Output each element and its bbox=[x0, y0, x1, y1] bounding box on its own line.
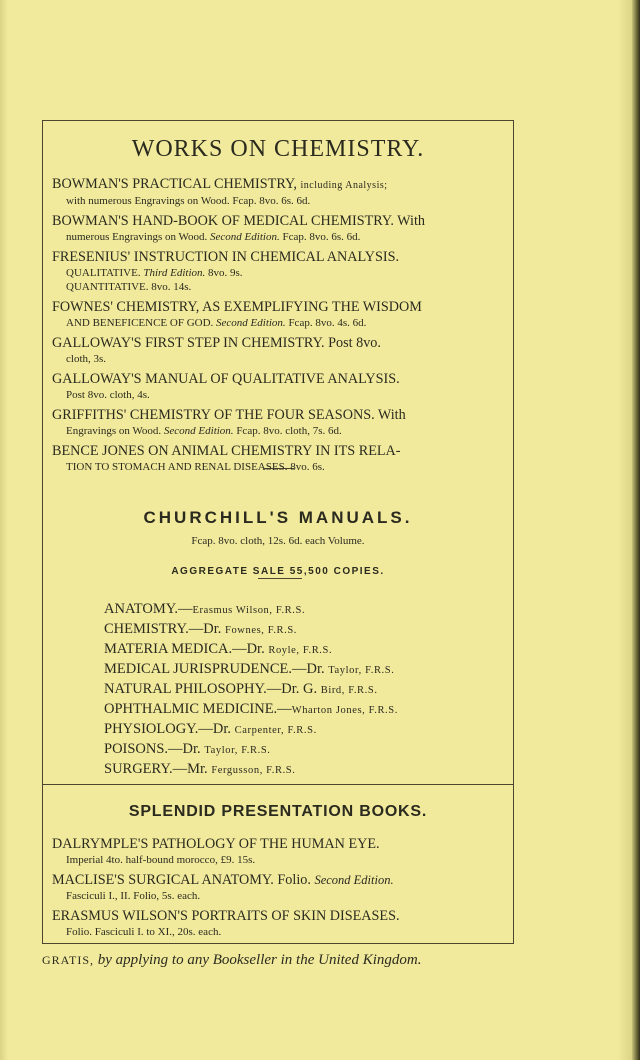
manuals-heading: CHURCHILL'S MANUALS. bbox=[143, 508, 413, 527]
manual-author: Royle, F.R.S. bbox=[268, 645, 333, 656]
entry-detail: Engravings on Wood. bbox=[66, 425, 162, 437]
entry-heading: GALLOWAY'S FIRST STEP IN CHEMISTRY. Post 8vo. bbox=[52, 335, 381, 351]
manual-author: Taylor, F.R.S. bbox=[204, 745, 271, 756]
manuals-subheading: Fcap. 8vo. cloth, 12s. 6d. each Volume. bbox=[191, 535, 365, 547]
manual-author: Bird, F.R.S. bbox=[320, 685, 378, 696]
entry-heading: BENCE JONES ON ANIMAL CHEMISTRY IN ITS RELA- bbox=[52, 443, 401, 459]
footer-text: by applying to any Bookseller in the United Kingdom. bbox=[97, 952, 422, 968]
list-item bbox=[52, 249, 507, 294]
entry-detail: Fasciculi I., II. Folio, 5s. each. bbox=[66, 890, 201, 902]
book-spine bbox=[632, 0, 640, 1060]
manual-subject: POISONS.—Dr. bbox=[104, 741, 205, 757]
list-item bbox=[52, 213, 507, 244]
entry-edition: Second Edition. bbox=[216, 317, 286, 329]
section-divider bbox=[42, 784, 514, 785]
list-item bbox=[104, 760, 504, 780]
entry-price: Fcap. 8vo. cloth, 7s. 6d. bbox=[236, 425, 342, 437]
manual-author: Wharton Jones, F.R.S. bbox=[291, 705, 398, 716]
manual-author: Taylor, F.R.S. bbox=[328, 665, 395, 676]
list-item bbox=[52, 407, 507, 438]
entry-heading: ERASMUS WILSON'S PORTRAITS OF SKIN DISEASES. bbox=[52, 908, 400, 924]
page-title: WORKS ON CHEMISTRY. bbox=[131, 136, 425, 162]
list-item bbox=[52, 176, 507, 208]
entry-price: 8vo. 9s. bbox=[208, 267, 243, 279]
manual-subject: MEDICAL JURISPRUDENCE.—Dr. bbox=[104, 661, 329, 677]
entry-edition: Second Edition. bbox=[210, 231, 280, 243]
list-item bbox=[104, 600, 504, 620]
entry-detail: Folio. Fasciculi I. to XI., 20s. each. bbox=[66, 926, 222, 938]
entry-detail: QUALITATIVE. bbox=[66, 267, 141, 279]
manual-subject: ANATOMY.— bbox=[104, 601, 193, 617]
list-item bbox=[104, 620, 504, 640]
list-item bbox=[52, 371, 507, 402]
entry-heading: GALLOWAY'S MANUAL OF QUALITATIVE ANALYSIS. bbox=[52, 371, 400, 387]
manuals-list bbox=[104, 600, 504, 780]
entry-price: Fcap. 8vo. 4s. 6d. bbox=[288, 317, 367, 329]
entry-detail: with numerous Engravings on Wood. Fcap. 8vo. 6s. 6d. bbox=[66, 195, 311, 207]
manual-author: Carpenter, F.R.S. bbox=[234, 725, 317, 736]
entry-edition: Second Edition. bbox=[314, 873, 394, 887]
entry-heading: FRESENIUS' INSTRUCTION IN CHEMICAL ANALYSIS. bbox=[52, 249, 400, 265]
list-item bbox=[104, 660, 504, 680]
entry-detail: cloth, 3s. bbox=[66, 353, 107, 365]
list-item bbox=[52, 908, 507, 939]
entry-heading: BOWMAN'S PRACTICAL CHEMISTRY, bbox=[52, 176, 297, 192]
list-item bbox=[52, 836, 507, 867]
manual-author: Fownes, F.R.S. bbox=[225, 625, 298, 636]
entry-detail: Imperial 4to. half-bound morocco, £9. 15s. bbox=[66, 854, 256, 866]
list-item bbox=[104, 700, 504, 720]
manual-subject: OPHTHALMIC MEDICINE.— bbox=[104, 701, 292, 717]
entry-edition: Third Edition. bbox=[143, 267, 206, 279]
entry-detail: QUANTITATIVE. 8vo. 14s. bbox=[66, 281, 192, 293]
manual-subject: NATURAL PHILOSOPHY.—Dr. G. bbox=[104, 681, 321, 697]
entry-edition: Second Edition. bbox=[163, 425, 234, 437]
entry-heading: BOWMAN'S HAND-BOOK OF MEDICAL CHEMISTRY. With bbox=[52, 213, 425, 229]
page-edge-shadow bbox=[0, 0, 8, 1060]
list-item bbox=[104, 680, 504, 700]
entry-price: Fcap. 8vo. 6s. 6d. bbox=[282, 231, 361, 243]
entry-heading: FOWNES' CHEMISTRY, AS EXEMPLIFYING THE WISDOM bbox=[52, 299, 422, 315]
entry-detail: AND BENEFICENCE OF GOD. bbox=[66, 317, 214, 329]
list-item bbox=[52, 443, 507, 474]
entry-heading: DALRYMPLE'S PATHOLOGY OF THE HUMAN EYE. bbox=[52, 836, 380, 852]
spine-shadow bbox=[618, 0, 632, 1060]
entry-detail: Post 8vo. cloth, 4s. bbox=[66, 389, 150, 401]
list-item bbox=[104, 740, 504, 760]
list-item bbox=[52, 872, 507, 903]
aggregate-sale-note: AGGREGATE SALE 55,500 COPIES. bbox=[171, 566, 385, 577]
entry-detail: TION TO STOMACH AND RENAL DISEASES. 8vo. 6s. bbox=[66, 461, 325, 473]
entry-heading-note: including Analysis; bbox=[300, 180, 388, 191]
chemistry-works-list bbox=[52, 176, 507, 479]
entry-heading: MACLISE'S SURGICAL ANATOMY. Folio. bbox=[52, 872, 311, 888]
manual-subject: SURGERY.—Mr. bbox=[104, 761, 212, 777]
manual-subject: CHEMISTRY.—Dr. bbox=[104, 621, 225, 637]
list-item bbox=[104, 640, 504, 660]
presentation-books-list bbox=[52, 836, 507, 944]
manual-author: Fergusson, F.R.S. bbox=[211, 765, 296, 776]
list-item bbox=[52, 335, 507, 366]
manual-author: Erasmus Wilson, F.R.S. bbox=[192, 605, 306, 616]
entry-heading: GRIFFITHS' CHEMISTRY OF THE FOUR SEASONS. With bbox=[52, 407, 406, 423]
list-item bbox=[52, 299, 507, 330]
divider-rule bbox=[258, 578, 302, 579]
entry-detail: numerous Engravings on Wood. bbox=[66, 231, 208, 243]
manual-subject: PHYSIOLOGY.—Dr. bbox=[104, 721, 235, 737]
gratis-footer bbox=[42, 952, 522, 969]
manual-subject: MATERIA MEDICA.—Dr. bbox=[104, 641, 269, 657]
list-item bbox=[104, 720, 504, 740]
footer-gratis: GRATIS, bbox=[42, 953, 95, 967]
presentation-heading: SPLENDID PRESENTATION BOOKS. bbox=[128, 803, 428, 820]
